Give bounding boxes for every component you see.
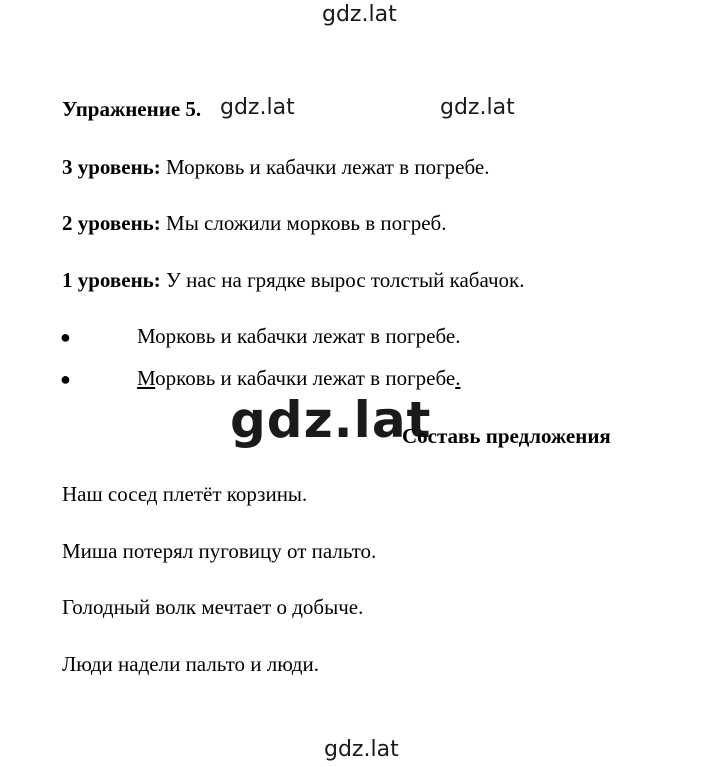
level-3-line (62, 155, 490, 180)
sentence: Люди надели пальто и люди. (62, 652, 319, 676)
level-1-label: 1 уровень: (62, 268, 161, 292)
bullet-icon: ● (60, 369, 71, 389)
bullet-item: Морковь и кабачки лежат в погребе. (137, 324, 461, 348)
sentence: Наш сосед плетёт корзины. (62, 482, 308, 506)
watermark-bottom: gdz.lat (324, 737, 399, 762)
bullet-icon: ● (60, 327, 71, 347)
watermark-top: gdz.lat (322, 2, 397, 27)
bullet-item (137, 366, 460, 391)
sentence: Голодный волк мечтает о добыче. (62, 595, 364, 619)
level-2-label: 2 уровень: (62, 211, 161, 235)
level-2-text: Мы сложили морковь в погреб. (166, 211, 447, 235)
exercise-title: Упражнение 5. (62, 97, 202, 121)
level-2-line (62, 211, 446, 236)
level-1-text: У нас на грядке вырос толстый кабачок. (166, 268, 525, 292)
watermark-large: gdz.lat (230, 391, 432, 449)
underlined-period: . (455, 366, 461, 390)
bullet-text-middle: орковь и кабачки лежат в погребе (155, 366, 456, 390)
level-1-line (62, 268, 524, 293)
sentence: Миша потерял пуговицу от пальто. (62, 539, 377, 563)
watermark-right: gdz.lat (440, 95, 515, 120)
level-3-text: Морковь и кабачки лежат в погребе. (166, 155, 490, 179)
level-3-label: 3 уровень: (62, 155, 161, 179)
watermark-inline: gdz.lat (220, 95, 295, 120)
underlined-letter: М (137, 366, 156, 390)
section-heading: Составь предложения (402, 424, 611, 448)
